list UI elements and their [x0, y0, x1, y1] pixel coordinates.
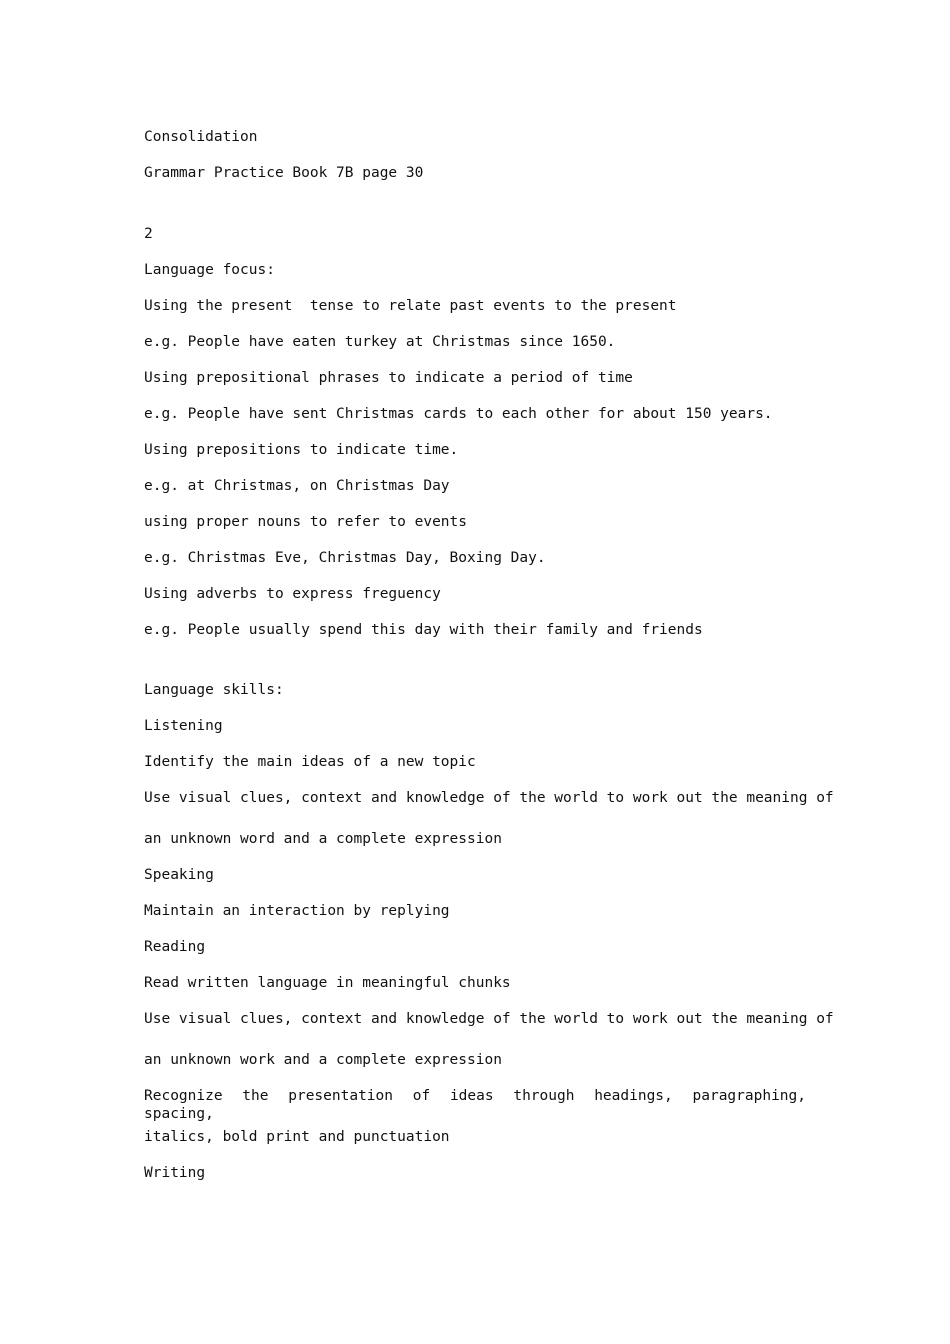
language-focus-item: Using prepositions to indicate time.: [144, 442, 459, 458]
writing-heading: Writing: [144, 1165, 206, 1181]
listening-item-continuation: an unknown word and a complete expression: [144, 831, 502, 847]
language-focus-example: e.g. People usually spend this day with their family and friends: [144, 622, 703, 638]
language-focus-item: Using adverbs to express freguency: [144, 586, 441, 602]
language-skills-heading: Language skills:: [144, 682, 284, 698]
reading-item-continuation: an unknown work and a complete expression: [144, 1052, 502, 1068]
language-focus-example: e.g. People have sent Christmas cards to each other for about 150 years.: [144, 406, 773, 422]
language-focus-heading: Language focus:: [144, 262, 275, 278]
reading-heading: Reading: [144, 939, 206, 955]
language-focus-example: e.g. at Christmas, on Christmas Day: [144, 478, 450, 494]
language-focus-item: using proper nouns to refer to events: [144, 514, 468, 530]
listening-heading: Listening: [144, 718, 223, 734]
speaking-item: Maintain an interaction by replying: [144, 903, 450, 919]
speaking-heading: Speaking: [144, 867, 214, 883]
section-number: 2: [144, 226, 153, 242]
section-title-consolidation: Consolidation: [144, 129, 258, 145]
grammar-reference: Grammar Practice Book 7B page 30: [144, 165, 424, 181]
language-focus-item: Using prepositional phrases to indicate a period of time: [144, 370, 633, 386]
reading-item: Read written language in meaningful chunks: [144, 975, 511, 991]
reading-item: Use visual clues, context and knowledge of the world to work out the meaning of: [144, 1011, 834, 1027]
language-focus-example: e.g. Christmas Eve, Christmas Day, Boxing Day.: [144, 550, 546, 566]
reading-item: Recognize the presentation of ideas through headings, paragraphing, spacing,: [144, 1088, 806, 1122]
reading-item-continuation: italics, bold print and punctuation: [144, 1129, 450, 1145]
language-focus-item: Using the present tense to relate past events to the present: [144, 298, 677, 314]
language-focus-example: e.g. People have eaten turkey at Christmas since 1650.: [144, 334, 616, 350]
listening-item: Use visual clues, context and knowledge of the world to work out the meaning of: [144, 790, 834, 806]
listening-item: Identify the main ideas of a new topic: [144, 754, 476, 770]
